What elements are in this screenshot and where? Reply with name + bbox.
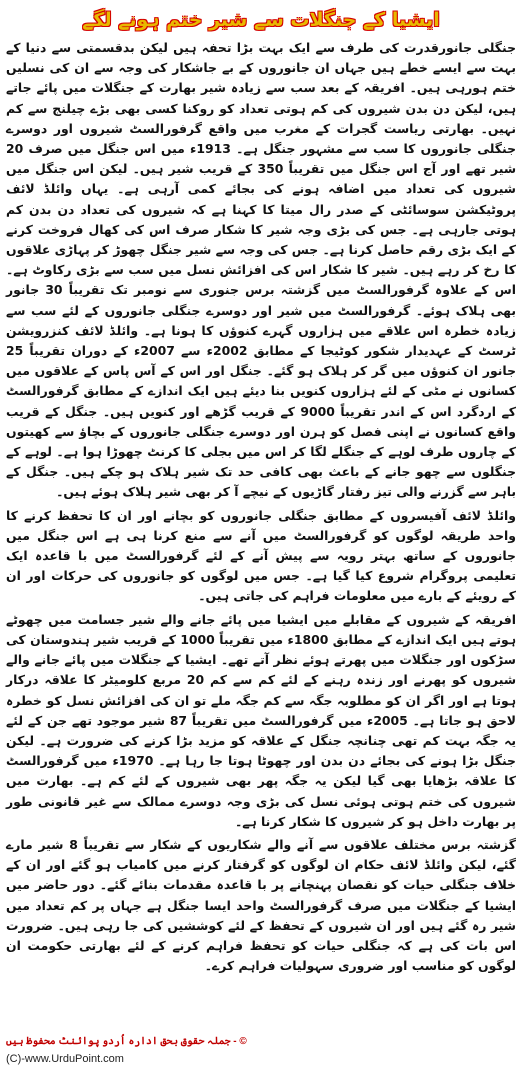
copyright-notice: © - جملہ حقوق بحق ادارہ اُردو پوائنٹ محفوظ ہیں [6,1036,247,1047]
page-footer [6,1034,516,1070]
paragraph-3: افریقہ کے شیروں کے مقابلے میں ایشیا میں پائے جانے والے شیر جسامت میں چھوٹے ہوتے ہیں ایک اندازے کے مطابق 1800ء میں تقریباً 1000 کے قریب شیر ہندوستان کی سڑکوں اور جنگلات میں پھرتے ہوئے نظر آتے تھے۔ ایشیا کے جنگلات میں پائے جانے والے شیروں کو پھرنے اور زندہ رہنے کے لئے کم سے کم 20 مربع کلومیٹر کا علاقہ درکار ہوتا ہے اور اگر ان کو مطلوبہ جگہ سے کم جگہ ملے تو ان کی افزائش نسل کو خطرہ لاحق ہو جاتا ہے۔ 2005ء میں گرفورالسٹ میں تقریباً 87 شیر موجود تھے جن کے لئے یہ جگہ بہت کم تھی چنانچہ جنگل کے علاقہ کو مزید بڑا کرنے کی ضرورت ہے۔ لیکن جنگل بڑا ہونے کی بجائے دن بدن اور چھوٹا ہوتا جا رہا ہے۔ 1970ء میں گرفورالسٹ کا علاقہ بڑھایا بھی گیا لیکن یہ جگہ پھر بھی شیروں کے لئے کم ہے۔ بھارت میں شیروں کی ختم ہوتی ہوئی نسل کی بڑی وجہ دوسرے ممالک سے غیر قانونی طور پر بھارت داخل ہو کر شیروں کا شکار کرنا ہے۔ [6,611,517,829]
article-body [6,38,516,976]
title-banner [6,4,516,36]
article-title: ایشیا کے جنگلات سے شیر ختم ہونے لگے [82,9,440,31]
paragraph-1: جنگلی جانورقدرت کی طرف سے ایک بہت بڑا تحفہ ہیں لیکن بدقسمتی سے دنیا کے بہت سے ایسے خطے ہیں جہاں ان جانوروں کے بے جاشکار کی وجہ سے ان کی نسلیں ختم ہورہی ہیں۔ افریقہ کے بعد سب سے زیادہ شیر بھارت کے جنگلات میں پائے جاتے ہیں، لیکن دن بدن شیروں کی کم ہوتی تعداد کو روکنا کسی بھی بڑے چیلنج سے کم نہیں۔ بھارتی ریاست گجرات کے مغرب میں واقع گرفورالسٹ شیروں اور دوسرے جنگلی جانوروں کا سب سے مشہور جنگل ہے۔ 1913ء میں اس جنگل میں صرف 20 شیر تھے اور آج اس جنگل میں تقریباً 350 کے قریب شیر ہیں۔ لیکن اس جنگل میں شیروں کی تعداد میں اضافہ ہونے کی بجائے کمی آرہی ہے۔ یہاں وائلڈ لائف پروٹیکشن سوسائٹی کے صدر رال میتا کا کہنا ہے کہ شیروں کی تعداد دن بدن کم ہوتی جارہی ہے۔ جس کی بڑی وجہ شیر کا شکار صرف اس کی کھال فروخت کرنے کے ایک بڑی رقم حاصل کرنا ہے۔ جس کی وجہ سے شیر جنگل چھوڑ کر پہاڑی علاقوں کا رخ کر رہے ہیں۔ شیر کا شکار اس کی افزائش نسل میں سب سے بڑی رکاوٹ ہے۔ اس کے علاوہ گرفورالسٹ میں گزشتہ برس جنوری سے نومبر تک تقریباً 30 جانور بھی ہلاک ہوئے۔ گرفورالسٹ میں شیر اور دوسرے جنگلی جانوروں کے لئے سب سے زیادہ خطرہ اس علاقے میں ہزاروں گہرے کنوؤں کا ہونا ہے۔ وائلڈ لائف کنزرویشن ٹرسٹ کے عہدیدار شکور کوٹیجا کے مطابق 2002ء سے 2007ء کے دوران تقریباً 25 جانور ان کنوؤں میں گر کر ہلاک ہو گئے۔ جنگل اور اس کے آس پاس کے علاقوں میں کسانوں نے مٹی کے لئے ہزاروں کنویں بنا دیئے ہیں ایک اندازے کے مطابق گرفورالسٹ کے اردگرد اس کے اندر تقریباً 9000 کے قریب گڑھے اور کنویں ہیں۔ جنگل کے قریب واقع کسانوں نے اپنی فصل کو ہرن اور دوسرے جنگلی جانوروں کے بچاؤ سے کھیتوں کے چاروں طرف لوہے کے جنگلے لگا کر اس میں بجلی کا کرنٹ چھوڑا ہوا ہے۔ لوہے کے جنگلوں سے چھو جانے کے باعث بھی کافی حد تک شیر ہلاک ہو چکے ہیں۔ جنگل کے باہر سے گزرنے والی تیز رفتار گاڑیوں کے نیچے آ کر بھی شیر ہلاک ہوئے ہیں۔ [6,40,517,500]
source-url: (C)-www.UrduPoint.com [6,1053,124,1065]
paragraph-2: وائلڈ لائف آفیسروں کے مطابق جنگلی جانوروں کو بچانے اور ان کا تحفظ کرنے کا واحد طریقہ لوگوں کو گرفورالسٹ میں آنے سے منع کرنا ہی ہے اس جنگل میں جانوروں کے ساتھ بہتر رویہ سے پیش آنے کے لئے گرفورالسٹ میں با قاعدہ ایک تعلیمی پروگرام شروع کیا گیا ہے۔ جس میں لوگوں کو جانوروں کی حرکات اور ان کے رویئے کے بارے میں معلومات فراہم کی جاتی ہیں۔ [6,507,516,604]
paragraph-4: گزشتہ برس مختلف علاقوں سے آنے والے شکاریوں کے شکار سے تقریباً 8 شیر مارے گئے، لیکن وائلڈ لائف حکام ان لوگوں کو گرفتار کرنے میں کامیاب ہو گئے اور ان کے خلاف جنگلی حیات کو نقصان پہنچانے پر با قاعدہ مقدمات بنائے گئے۔ دور حاضر میں ایشیا کے جنگلات میں صرف گرفورالسٹ واحد ایسا جنگل ہے جہاں پر کم تعداد میں شیر رہ گئے ہیں اور ان شیروں کے تحفظ کے لئے کوششیں کی جا رہی ہیں۔ ضرورت اس بات کی ہے کہ جنگلی حیات کو تحفظ فراہم کرنے کے لئے بھارتی حکومت ان لوگوں کو مناسب اور ضروری سہولیات فراہم کرے۔ [6,836,517,974]
